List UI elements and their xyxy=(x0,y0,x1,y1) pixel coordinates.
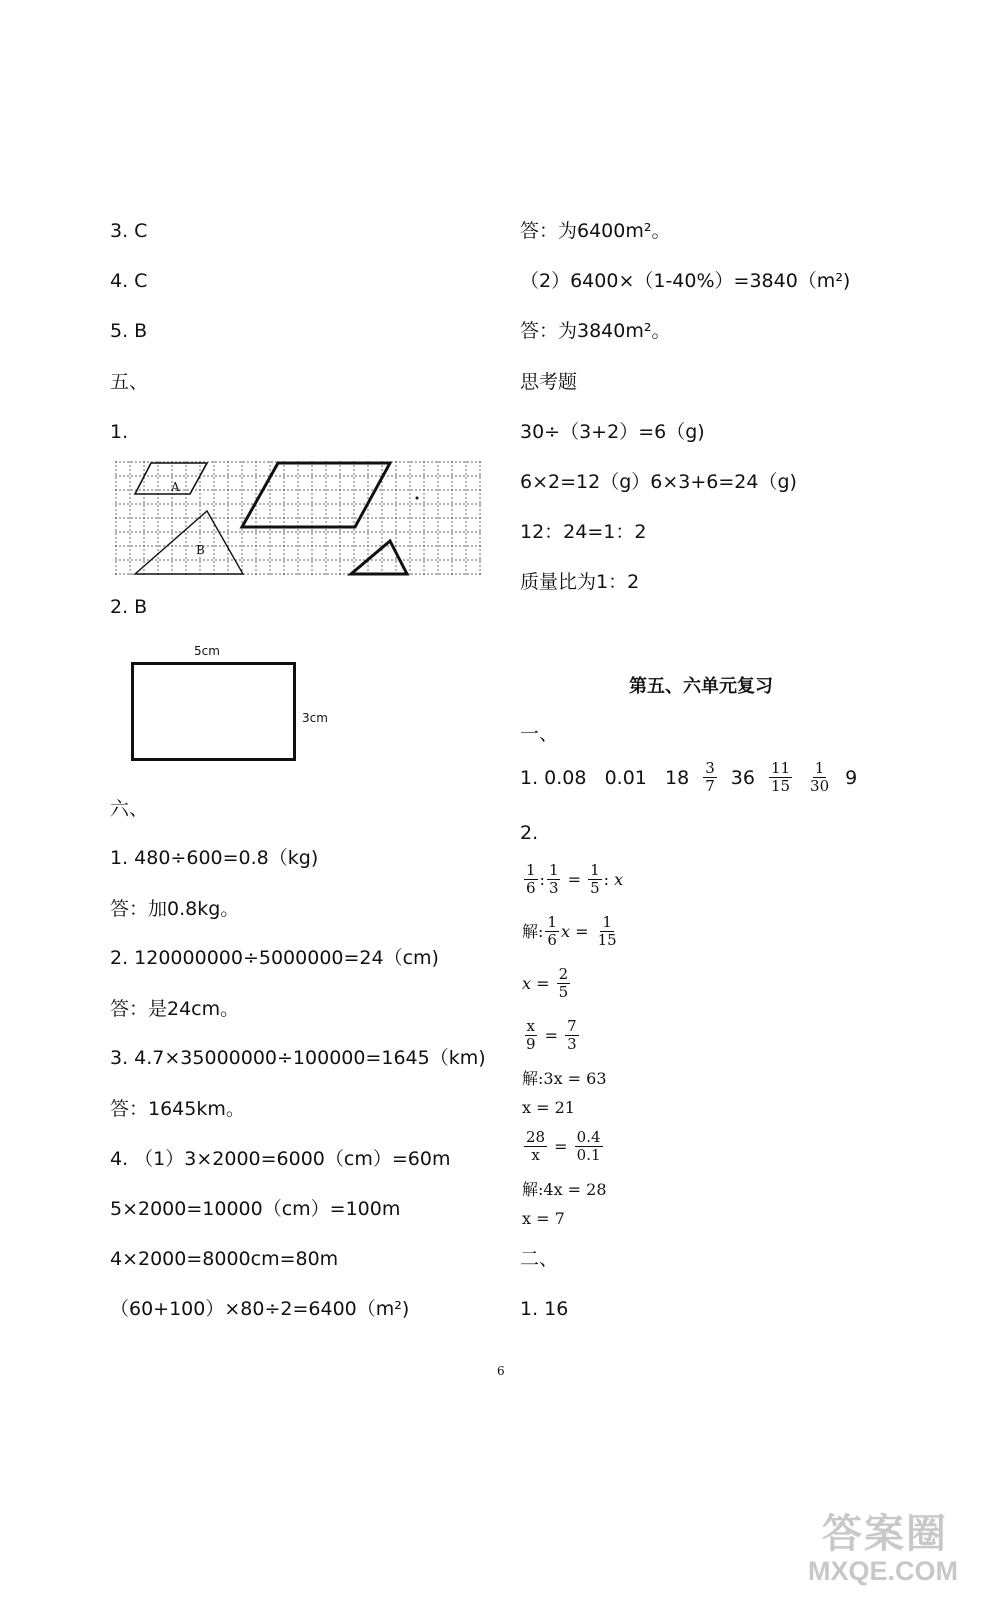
q1-mid: 36 xyxy=(730,766,755,789)
section-five-q1: 1. xyxy=(110,421,129,443)
line-6-1: 1. 480÷600=0.8（kg) xyxy=(110,847,319,869)
equation-9: x = 7 xyxy=(522,1209,565,1228)
q1-tail: 9 xyxy=(845,766,858,789)
equation-2: 解: $\frac{1}{6}$ x = $\frac{1}{15}$ xyxy=(522,913,617,949)
triangle-b xyxy=(135,511,243,574)
part-one-heading: 一、 xyxy=(520,723,559,745)
rect-width-label: 5cm xyxy=(194,644,220,658)
line-6-4: 答：是24cm。 xyxy=(110,998,240,1020)
grid-figure xyxy=(115,461,481,576)
right-line-5: 30÷（3+2）=6（g) xyxy=(520,421,705,443)
equation-1: $\frac{1}{6}$ : $\frac{1}{3}$ = $\frac{1}{5}$ : x xyxy=(526,861,624,897)
answer-3: 3. C xyxy=(110,220,148,242)
section-five-heading: 五、 xyxy=(110,371,149,393)
line-6-6: 答：1645km。 xyxy=(110,1098,245,1120)
part-one-q2: 2. xyxy=(520,822,539,844)
answer-5: 5. B xyxy=(110,320,148,342)
grid-dot xyxy=(416,497,419,500)
part-one-q1 xyxy=(520,760,857,795)
right-line-2: （2）6400×（1-40%）=3840（m²) xyxy=(520,270,851,292)
unit-review-title: 第五、六单元复习 xyxy=(629,676,773,697)
equation-8: 解:4x = 28 xyxy=(522,1180,607,1199)
label-a: A xyxy=(171,480,180,494)
watermark-url: MXQE.COM xyxy=(808,1556,959,1586)
equation-3: x = $\frac{2}{5}$ xyxy=(522,965,569,1001)
right-line-8: 质量比为1：2 xyxy=(520,571,640,593)
q1-lead: 1. 0.08 0.01 18 xyxy=(520,766,690,789)
equation-5: 解:3x = 63 xyxy=(522,1069,607,1088)
q1-fraction-11-15: $\frac{11}{15}$ xyxy=(770,759,791,795)
line-6-7: 4. （1）3×2000=6000（cm）=60m xyxy=(110,1148,451,1170)
line-6-8: 5×2000=10000（cm）=100m xyxy=(110,1198,401,1220)
equation-7: $\frac{28}{x}$ = $\frac{0.4}{0.1}$ xyxy=(526,1128,601,1164)
rectangle-figure xyxy=(131,662,296,761)
part-two-q1: 1. 16 xyxy=(520,1298,569,1320)
equation-6: x = 21 xyxy=(522,1098,575,1117)
line-6-3: 2. 120000000÷5000000=24（cm) xyxy=(110,947,439,969)
line-6-5: 3. 4.7×35000000÷100000=1645（km) xyxy=(110,1047,486,1069)
label-b: B xyxy=(196,543,205,557)
part-two-heading: 二、 xyxy=(520,1248,559,1270)
right-line-6: 6×2=12（g）6×3+6=24（g) xyxy=(520,471,797,493)
answer-4: 4. C xyxy=(110,270,148,292)
right-line-3: 答：为3840m²。 xyxy=(520,320,671,342)
right-line-1: 答：为6400m²。 xyxy=(520,220,671,242)
q1-fraction-3-7: $\frac{3}{7}$ xyxy=(705,759,715,795)
q1-fraction-1-30: $\frac{1}{30}$ xyxy=(810,759,830,795)
line-6-9: 4×2000=8000cm=80m xyxy=(110,1248,339,1270)
section-six-heading: 六、 xyxy=(110,798,149,820)
line-6-10: （60+100）×80÷2=6400（m²) xyxy=(110,1298,410,1320)
line-6-2: 答：加0.8kg。 xyxy=(110,898,240,920)
rect-height-label: 3cm xyxy=(302,711,328,725)
watermark-logo: 答案圈 xyxy=(822,1512,948,1556)
equation-4: $\frac{x}{9}$ = $\frac{7}{3}$ xyxy=(526,1017,577,1053)
right-line-7: 12：24=1：2 xyxy=(520,521,647,543)
thinking-heading: 思考题 xyxy=(520,371,578,393)
page-number: 6 xyxy=(497,1364,505,1378)
section-five-q2: 2. B xyxy=(110,596,148,618)
